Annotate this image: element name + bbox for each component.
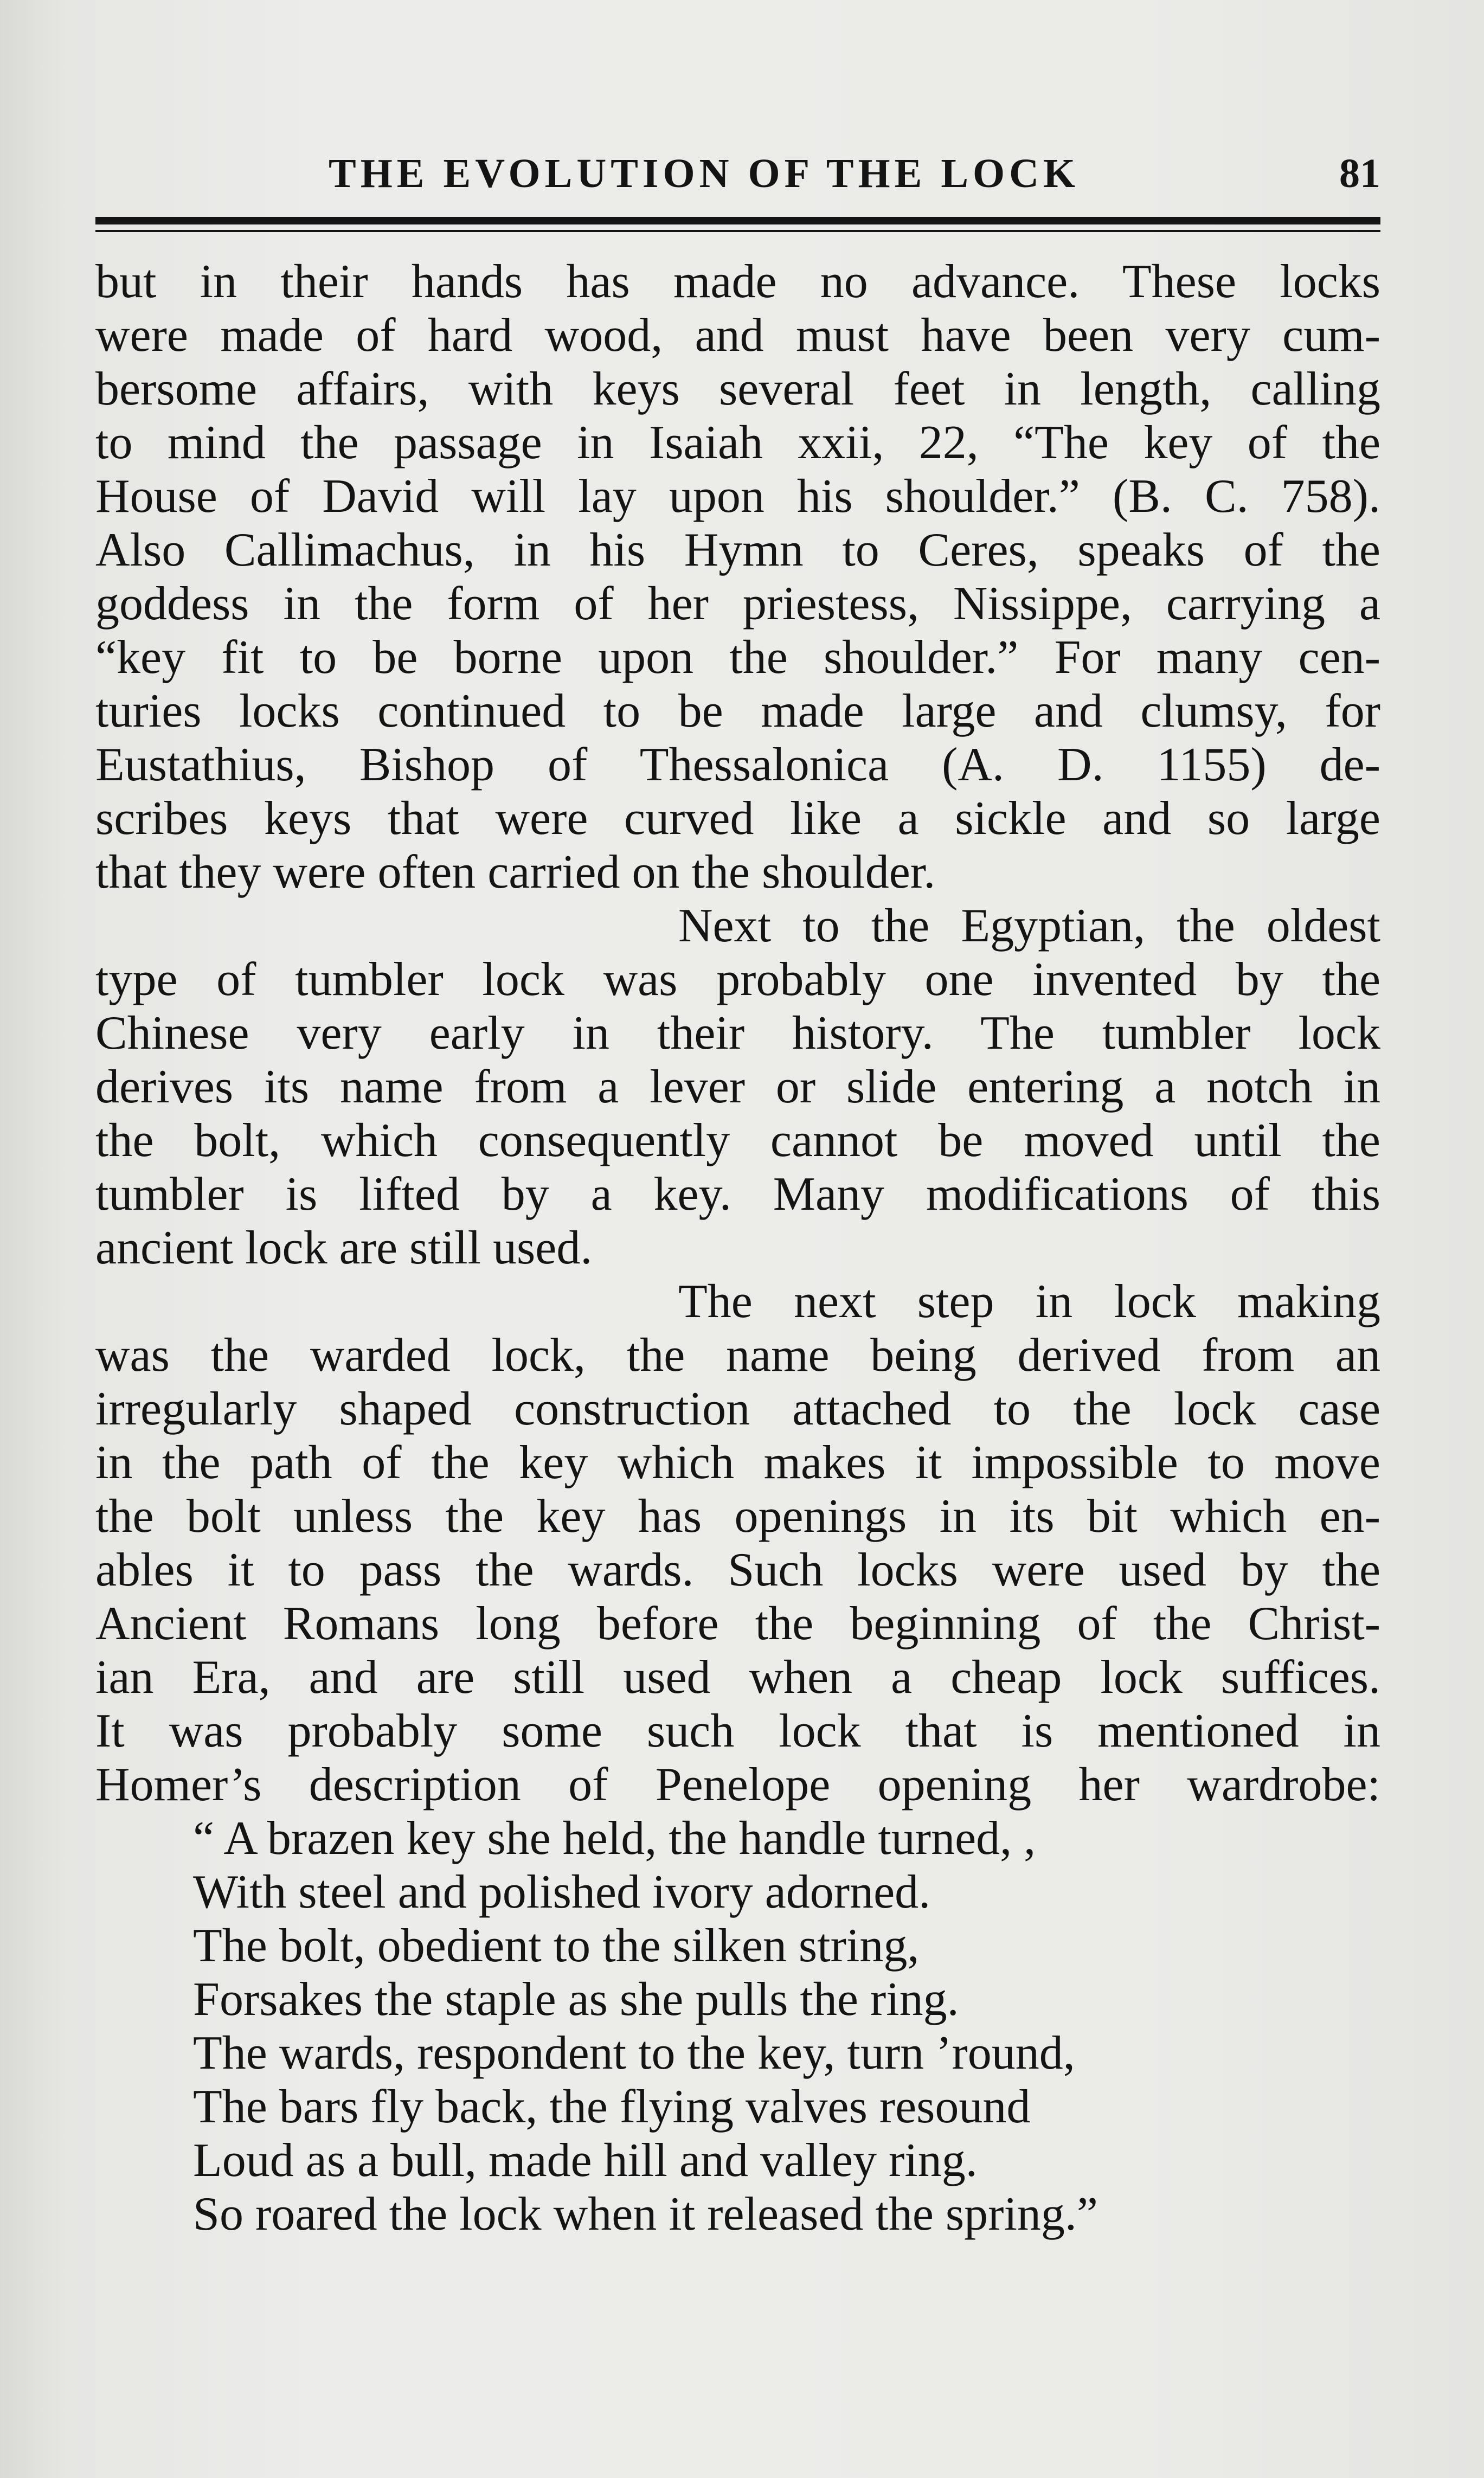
text-line: tumbler is lifted by a key. Many modifications of this (95, 1168, 1380, 1221)
verse-line: Loud as a bull, made hill and valley ring. (193, 2134, 978, 2187)
text-line: turies locks continued to be made large and clumsy, for (95, 685, 1380, 737)
verse-line: “ A brazen key she held, the handle turned, , (193, 1812, 1036, 1865)
paragraph-start-line: Next to the Egyptian, the oldest (678, 900, 1380, 952)
text-line: derives its name from a lever or slide entering a notch in (95, 1061, 1380, 1113)
text-line: It was probably some such lock that is mentioned in (95, 1705, 1380, 1757)
text-line: Eustathius, Bishop of Thessalonica (A. D. 1155) de- (95, 739, 1380, 791)
page-number: 81 (1339, 151, 1380, 196)
text-line: were made of hard wood, and must have been very cum- (95, 309, 1380, 362)
text-line: scribes keys that were curved like a sickle and so large (95, 792, 1380, 845)
verse-line: The bars fly back, the flying valves resound (193, 2081, 1031, 2133)
verse-line: The bolt, obedient to the silken string, (193, 1920, 920, 1972)
text-line: bersome affairs, with keys several feet in length, calling (95, 363, 1380, 415)
text-line: ancient lock are still used. (95, 1222, 593, 1274)
verse-line: With steel and polished ivory adorned. (193, 1866, 931, 1918)
text-line: Ancient Romans long before the beginning of the Christ- (95, 1597, 1380, 1650)
verse-line: The wards, respondent to the key, turn ’round, (193, 2027, 1075, 2079)
text-line: ian Era, and are still used when a cheap lock suffices. (95, 1651, 1380, 1704)
text-line: the bolt, which consequently cannot be moved until the (95, 1114, 1380, 1167)
text-line: Chinese very early in their history. The tumbler lock (95, 1007, 1380, 1060)
body-text (95, 255, 1380, 2241)
text-line: goddess in the form of her priestess, Nissippe, carrying a (95, 577, 1380, 630)
running-title: THE EVOLUTION OF THE LOCK (329, 151, 1080, 196)
text-line: to mind the passage in Isaiah xxii, 22, “The key of the (95, 416, 1380, 469)
text-line: House of David will lay upon his shoulder.” (B. C. 758). (95, 470, 1380, 523)
text-line: Homer’s description of Penelope opening her wardrobe: (95, 1758, 1380, 1811)
header-rule-thick (95, 217, 1380, 224)
verse-line: Forsakes the staple as she pulls the ring. (193, 1973, 959, 2026)
text-line: “key fit to be borne upon the shoulder.” For many cen- (95, 631, 1380, 684)
text-line: was the warded lock, the name being derived from an (95, 1329, 1380, 1382)
header-rule-thin (95, 230, 1380, 232)
page-header (95, 146, 1380, 201)
text-line: irregularly shaped construction attached to the lock case (95, 1383, 1380, 1435)
text-line: in the path of the key which makes it impossible to move (95, 1436, 1380, 1489)
text-line: type of tumbler lock was probably one invented by the (95, 953, 1380, 1006)
text-line: but in their hands has made no advance. These locks (95, 255, 1380, 308)
paragraph-start-line: The next step in lock making (678, 1275, 1380, 1328)
text-line: that they were often carried on the shoulder. (95, 846, 936, 898)
text-line: the bolt unless the key has openings in its bit which en- (95, 1490, 1380, 1543)
text-line: Also Callimachus, in his Hymn to Ceres, speaks of the (95, 524, 1380, 576)
text-line: ables it to pass the wards. Such locks were used by the (95, 1544, 1380, 1596)
verse-line: So roared the lock when it released the spring.” (193, 2188, 1098, 2241)
